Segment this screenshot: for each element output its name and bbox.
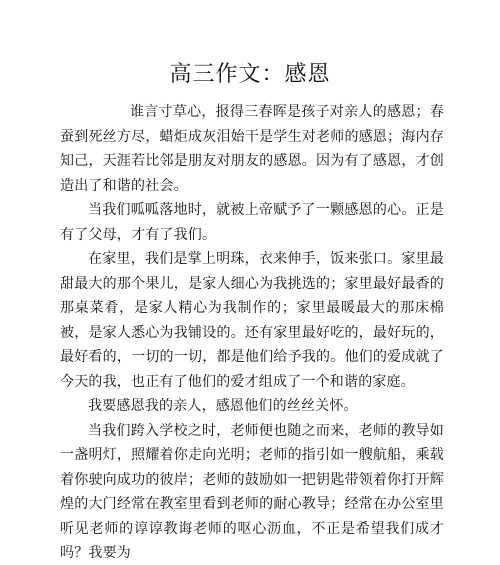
paragraph-1: 谁言寸草心，报得三春晖是孩子对亲人的感恩；春蚕到死丝方尽，蜡炬成灰泪始干是学生对老师的感恩；海内存知己，天涯若比邻是朋友对朋友的感恩。因为有了感恩，才创造出了和谐的社会。 <box>60 104 444 194</box>
document-title: 高三作文：感恩 <box>169 62 331 87</box>
paragraph-2: 当我们呱呱落地时，就被上帝赋予了一颗感恩的心。正是有了父母，才有了我们。 <box>60 202 444 243</box>
paragraph-4: 我要感恩我的亲人，感恩他们的丝丝关怀。 <box>88 398 358 414</box>
paragraph-5: 当我们跨入学校之时，老师便也随之而来，老师的教导如一盏明灯，照耀着你走向光明；老师的指引如一艘航船，乘载着你驶向成功的彼岸；老师的鼓励如一把钥匙带领着你打开辉煌的大门经常在教室里看到老师的耐心教导；经常在办公室里听见老师的谆谆教诲老师的呕心沥血，不正是希望我们成才吗？我要为 <box>60 422 444 561</box>
paragraph-3: 在家里，我们是掌上明珠，衣来伸手，饭来张口。家里最甜最大的那个果儿，是家人细心为我挑选的；家里最好最香的那桌菜肴，是家人精心为我制作的；家里最暖最大的那床棉被，是家人悉心为我铺设的。还有家里最好吃的，最好玩的，最好看的，一切的一切，都是他们给予我的。他们的爱成就了今天的我，也正有了他们的爱才组成了一个和谐的家庭。 <box>60 251 444 390</box>
document-body <box>60 100 444 565</box>
